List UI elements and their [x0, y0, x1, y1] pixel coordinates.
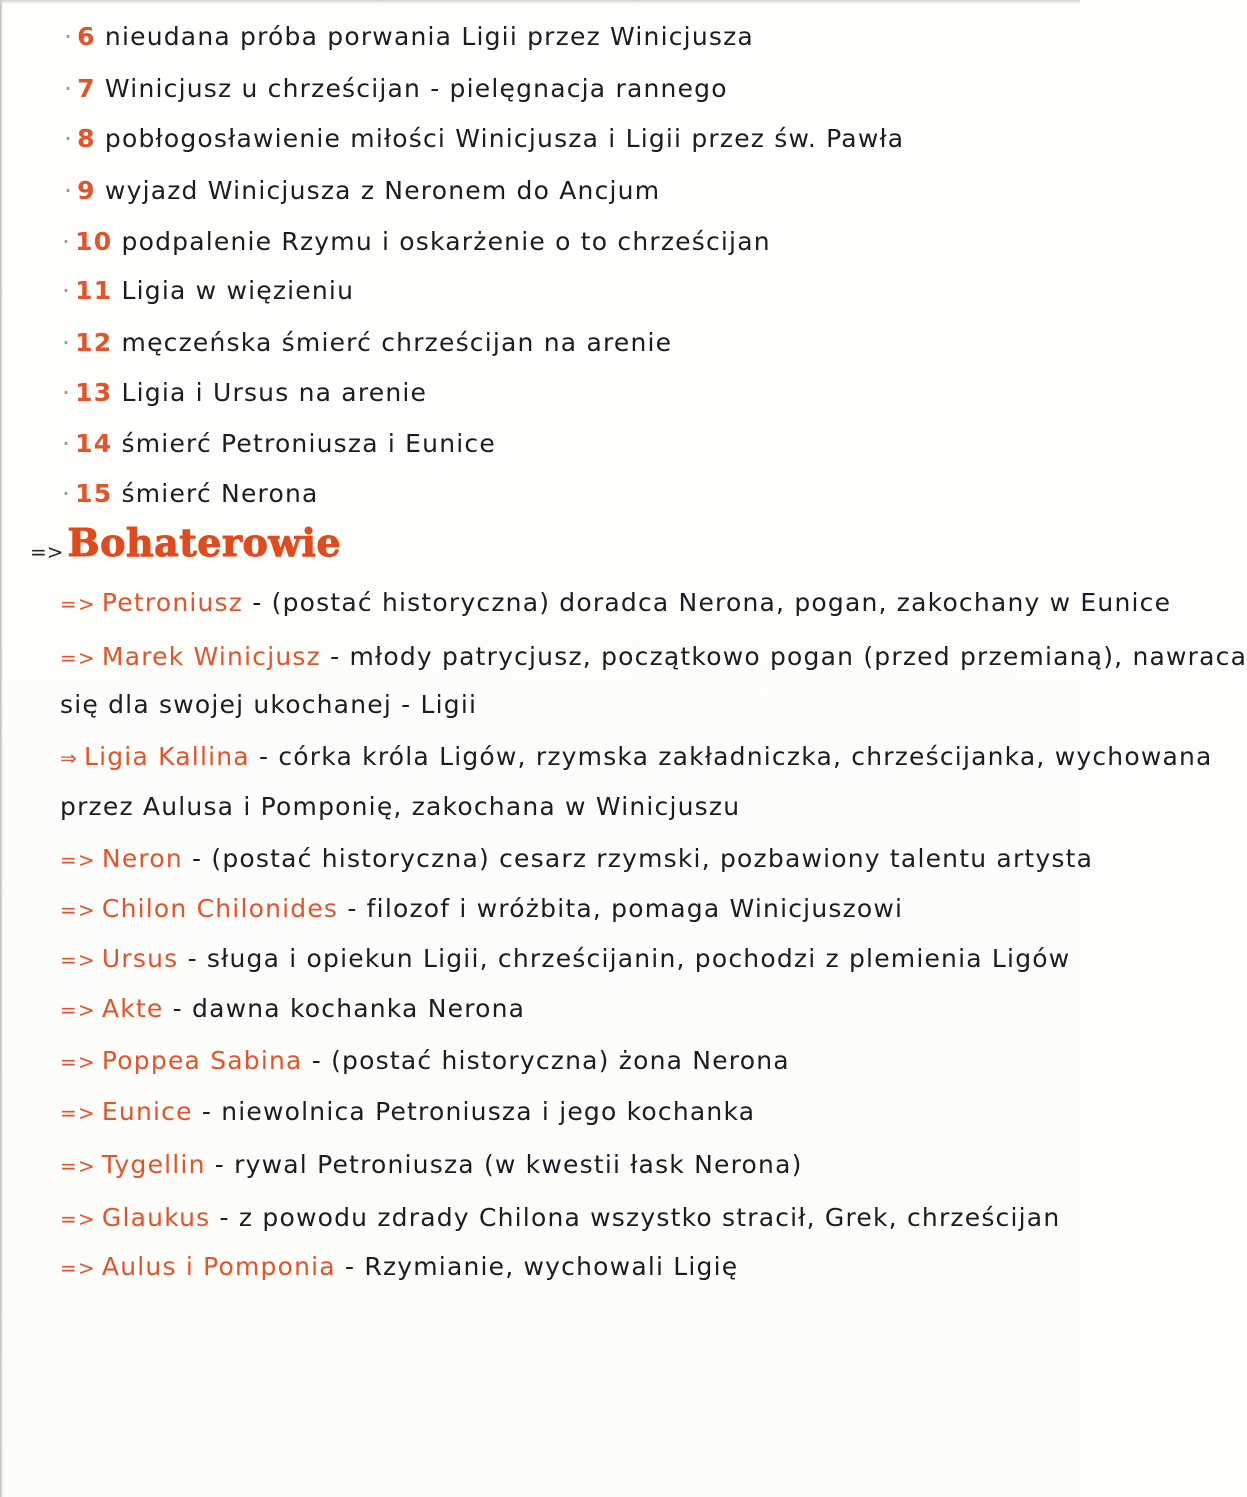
section-heading [30, 520, 341, 565]
event-number: 12 [75, 328, 113, 357]
character-entry [60, 844, 1093, 875]
character-name: Ligia Kallina [83, 742, 250, 771]
event-item: · 11 Ligia w więzieniu [62, 276, 355, 305]
character-description: - (postać historyczna) doradca Nerona, pogan, zakochany w Eunice [252, 588, 1172, 617]
heading-arrow-icon: => [30, 539, 64, 564]
event-number: 9 [77, 176, 96, 205]
event-number: 13 [75, 378, 113, 407]
character-description: - (postać historyczna) cesarz rzymski, pozbawiony talentu artysta [192, 844, 1094, 873]
character-name: Petroniusz [101, 588, 244, 617]
character-entry [60, 894, 903, 925]
character-description-line2: się dla swojej ukochanej - Ligii [60, 690, 478, 719]
arrow-icon: => [60, 592, 96, 616]
event-text: śmierć Nerona [121, 479, 319, 508]
character-entry [60, 1046, 790, 1077]
arrow-icon: => [60, 1256, 96, 1280]
event-item: · 8 pobłogosławienie miłości Winicjusza i Ligii przez św. Pawła [64, 124, 905, 153]
character-description: - niewolnica Petroniusza i jego kochanka [201, 1097, 756, 1126]
event-item: · 9 wyjazd Winicjusza z Neronem do Ancjum [64, 176, 661, 205]
page-top-shadow [0, 0, 1080, 4]
arrow-icon: => [60, 848, 96, 872]
character-name: Tygellin [101, 1150, 206, 1179]
character-description: - sługa i opiekun Ligii, chrześcijanin, pochodzi z plemienia Ligów [187, 944, 1071, 973]
character-description: - rywal Petroniusza (w kwestii łask Nerona) [214, 1150, 803, 1179]
character-description-line2: przez Aulusa i Pomponię, zakochana w Winicjuszu [60, 792, 741, 821]
event-text: wyjazd Winicjusza z Neronem do Ancjum [104, 176, 661, 205]
character-name: Neron [101, 844, 183, 873]
character-entry [60, 994, 525, 1025]
arrow-icon: => [60, 1154, 96, 1178]
character-description: - córka króla Ligów, rzymska zakładniczka, chrześcijanka, wychowana [258, 742, 1213, 771]
arrow-icon: => [60, 1101, 96, 1125]
arrow-icon: => [60, 1207, 96, 1231]
event-number: 11 [75, 276, 113, 305]
arrow-icon: => [60, 998, 96, 1022]
character-entry [60, 1150, 803, 1181]
character-entry [60, 1203, 1060, 1234]
character-description: - dawna kochanka Nerona [172, 994, 526, 1023]
event-number: 15 [75, 479, 113, 508]
character-description-continued [60, 690, 477, 720]
character-entry [60, 1097, 755, 1128]
page-edge-shadow [0, 0, 3, 1497]
arrow-icon: => [60, 646, 96, 670]
event-text: podpalenie Rzymu i oskarżenie o to chrześcijan [121, 227, 771, 256]
event-number: 14 [75, 429, 113, 458]
character-description: - z powodu zdrady Chilona wszystko stracił, Grek, chrześcijan [219, 1203, 1061, 1232]
character-entry [60, 642, 1247, 673]
event-item: · 15 śmierć Nerona [62, 479, 319, 508]
character-name: Akte [101, 994, 164, 1023]
character-name: Marek Winicjusz [101, 642, 321, 671]
character-description: - filozof i wróżbita, pomaga Winicjuszowi [347, 894, 904, 923]
character-description-continued [60, 792, 740, 822]
arrow-icon: => [60, 1050, 96, 1074]
character-description: - młody patrycjusz, początkowo pogan (przed przemianą), nawraca [330, 642, 1247, 671]
event-item: · 6 nieudana próba porwania Ligii przez Winicjusza [64, 22, 754, 51]
event-number: 7 [77, 74, 96, 103]
character-entry [60, 944, 1070, 975]
event-number: 10 [75, 227, 113, 256]
event-text: pobłogosławienie miłości Winicjusza i Ligii przez św. Pawła [104, 124, 905, 153]
event-text: Ligia w więzieniu [121, 276, 355, 305]
event-number: 8 [77, 124, 96, 153]
character-name: Glaukus [101, 1203, 211, 1232]
character-description: - Rzymianie, wychowali Ligię [345, 1252, 739, 1281]
event-text: męczeńska śmierć chrześcijan na arenie [121, 328, 673, 357]
character-entry [60, 742, 1213, 773]
event-item: · 14 śmierć Petroniusza i Eunice [62, 429, 496, 458]
section-title: Bohaterowie [67, 520, 342, 565]
event-item: · 12 męczeńska śmierć chrześcijan na arenie [62, 328, 673, 357]
event-number: 6 [77, 22, 96, 51]
event-text: Winicjusz u chrześcijan - pielęgnacja rannego [104, 74, 728, 103]
character-entry [60, 1252, 738, 1283]
character-description: - (postać historyczna) żona Nerona [311, 1046, 790, 1075]
event-item: · 13 Ligia i Ursus na arenie [62, 378, 428, 407]
arrow-icon: => [60, 948, 96, 972]
event-item: · 7 Winicjusz u chrześcijan - pielęgnacja rannego [64, 74, 728, 103]
character-entry [60, 588, 1171, 619]
character-name: Poppea Sabina [101, 1046, 303, 1075]
character-name: Ursus [101, 944, 179, 973]
arrow-icon: ⇒ [60, 746, 78, 770]
character-name: Chilon Chilonides [101, 894, 339, 923]
event-text: śmierć Petroniusza i Eunice [121, 429, 496, 458]
character-name: Eunice [101, 1097, 193, 1126]
event-item: · 10 podpalenie Rzymu i oskarżenie o to chrześcijan [62, 227, 771, 256]
event-text: nieudana próba porwania Ligii przez Winicjusza [104, 22, 754, 51]
event-text: Ligia i Ursus na arenie [121, 378, 428, 407]
arrow-icon: => [60, 898, 96, 922]
character-name: Aulus i Pomponia [101, 1252, 336, 1281]
